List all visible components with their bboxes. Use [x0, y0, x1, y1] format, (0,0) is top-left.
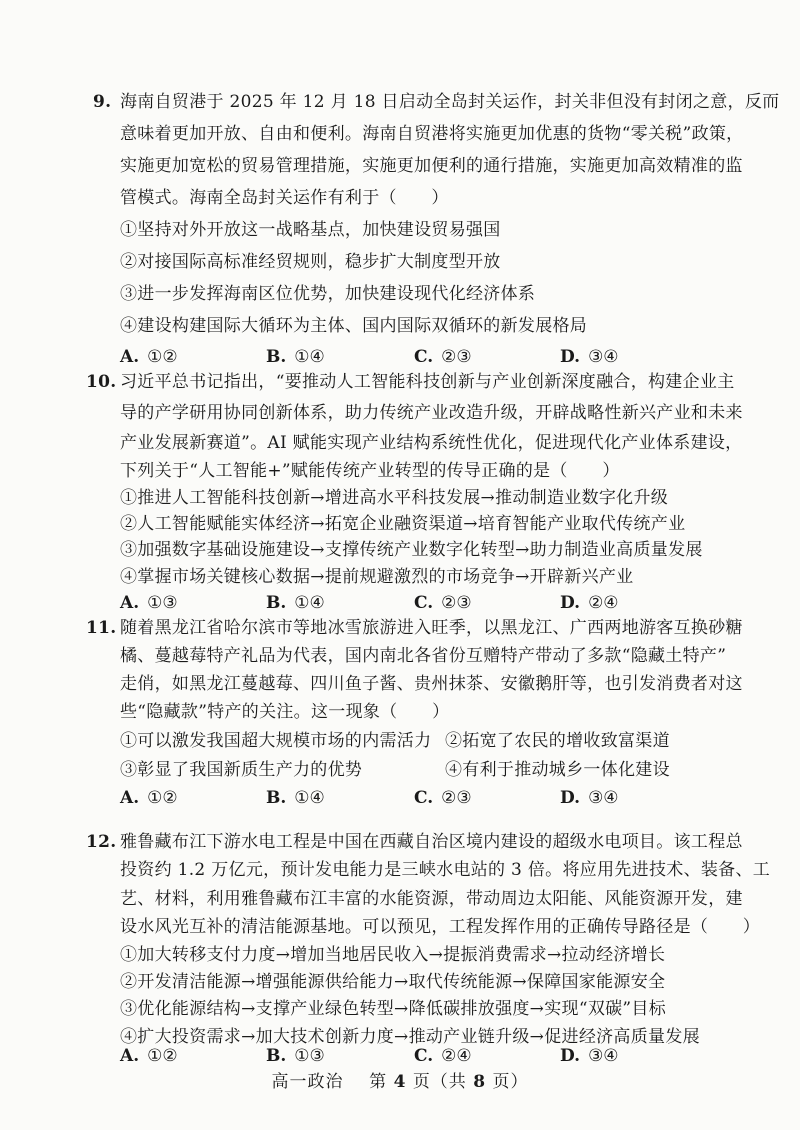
option-text: ②④ [441, 1046, 472, 1066]
option-label: C. [414, 1046, 434, 1066]
answer-option-c[interactable] [414, 788, 472, 808]
answer-option-d[interactable] [560, 593, 619, 613]
footer-page-prefix: 第 [369, 1072, 388, 1092]
option-text: ②③ [441, 788, 472, 808]
statement-item: ①坚持对外开放这一战略基点，加快建设贸易强国 [120, 220, 501, 240]
question-number: 11. [86, 618, 117, 638]
statement-item: ①推进人工智能科技创新→增进高水平科技发展→推动制造业数字化升级 [120, 488, 669, 508]
question-stem-line: 橘、蔓越莓特产礼品为代表，国内南北各省份互赠特产带动了多款“隐藏土特产” [120, 646, 727, 666]
question-stem-line: 实施更加宽松的贸易管理措施，实施更加便利的通行措施，实施更加高效精准的监 [120, 156, 743, 176]
statement-item: ③彰显了我国新质生产力的优势 [120, 760, 363, 780]
option-label: D. [560, 1046, 581, 1066]
option-text: ①② [147, 1046, 178, 1066]
answer-option-a[interactable] [120, 347, 178, 367]
option-text: ③④ [588, 788, 619, 808]
question-stem-line: 走俏，如黑龙江蔓越莓、四川鱼子酱、贵州抹茶、安徽鹅肝等，也引发消费者对这 [120, 674, 743, 694]
statement-item: ②对接国际高标准经贸规则，稳步扩大制度型开放 [120, 252, 501, 272]
statement-item: ②拓宽了农民的增收致富渠道 [445, 731, 670, 751]
question-stem-line: 意味着更加开放、自由和便利。海南自贸港将实施更加优惠的货物“零关税”政策， [120, 124, 744, 144]
option-text: ①④ [294, 788, 325, 808]
option-text: ②③ [441, 347, 472, 367]
question-stem-line: 下列关于“人工智能+”赋能传统产业转型的传导正确的是（ ） [120, 461, 620, 481]
question-stem-line: 习近平总书记指出，“要推动人工智能科技创新与产业创新深度融合，构建企业主 [120, 372, 735, 392]
question-stem-line: 管模式。海南全岛封关运作有利于（ ） [120, 188, 449, 208]
option-text: ①② [147, 347, 178, 367]
question-number: 12. [86, 832, 117, 852]
question-stem-line: 些“隐藏款”特产的关注。这一现象（ ） [120, 702, 450, 722]
answer-option-b[interactable] [266, 347, 325, 367]
option-text: ②④ [588, 593, 619, 613]
option-text: ①④ [294, 593, 325, 613]
answer-option-c[interactable] [414, 347, 472, 367]
option-label: C. [414, 788, 434, 808]
question-number: 9. [93, 92, 112, 112]
option-text: ①③ [147, 593, 178, 613]
option-label: A. [120, 788, 140, 808]
question-stem-line: 海南自贸港于 2025 年 12 月 18 日启动全岛封关运作，封关非但没有封闭之意，反而 [120, 92, 780, 112]
option-text: ③④ [588, 1046, 619, 1066]
option-text: ②③ [441, 593, 472, 613]
statement-item: ①加大转移支付力度→增加当地居民收入→提振消费需求→拉动经济增长 [120, 945, 666, 965]
question-stem-line: 投资约 1.2 万亿元，预计发电能力是三峡水电站的 3 倍。将应用先进技术、装备、工 [120, 860, 771, 880]
option-label: A. [120, 593, 140, 613]
answer-option-d[interactable] [560, 347, 619, 367]
option-label: C. [414, 593, 434, 613]
question-stem-line: 雅鲁藏布江下游水电工程是中国在西藏自治区境内建设的超级水电项目。该工程总 [120, 832, 743, 852]
answer-option-b[interactable] [266, 788, 325, 808]
option-label: A. [120, 347, 140, 367]
question-stem-line: 艺、材料，利用雅鲁藏布江丰富的水能资源，带动周边太阳能、风能资源开发，建 [120, 889, 743, 909]
statement-item: ④掌握市场关键核心数据→提前规避激烈的市场竞争→开辟新兴产业 [120, 567, 634, 587]
option-label: B. [266, 788, 287, 808]
option-label: D. [560, 788, 581, 808]
option-label: C. [414, 347, 434, 367]
option-label: B. [266, 593, 287, 613]
answer-option-a[interactable] [120, 788, 178, 808]
option-label: B. [266, 347, 287, 367]
option-text: ①② [147, 788, 178, 808]
question-stem-line: 随着黑龙江省哈尔滨市等地冰雪旅游进入旺季，以黑龙江、广西两地游客互换砂糖 [120, 618, 743, 638]
statement-item: ③进一步发挥海南区位优势，加快建设现代化经济体系 [120, 284, 536, 304]
question-stem-line: 导的产学研用协同创新体系，助力传统产业改造升级，开辟战略性新兴产业和未来 [120, 403, 743, 423]
answer-option-c[interactable] [414, 1046, 472, 1066]
option-text: ①③ [294, 1046, 325, 1066]
answer-option-c[interactable] [414, 593, 472, 613]
statement-item: ③加强数字基础设施建设→支撑传统产业数字化转型→助力制造业高质量发展 [120, 540, 703, 560]
statement-item: ④建设构建国际大循环为主体、国内国际双循环的新发展格局 [120, 316, 588, 336]
footer-page-number: 4 [393, 1072, 407, 1092]
statement-item: ③优化能源结构→支撑产业绿色转型→降低碳排放强度→实现“双碳”目标 [120, 999, 667, 1019]
question-number: 10. [86, 372, 117, 392]
answer-option-b[interactable] [266, 593, 325, 613]
option-label: D. [560, 593, 581, 613]
statement-item: ④扩大投资需求→加大技术创新力度→推动产业链升级→促进经济高质量发展 [120, 1027, 700, 1047]
statement-item: ④有利于推动城乡一体化建设 [445, 760, 670, 780]
statement-item: ②开发清洁能源→增强能源供给能力→取代传统能源→保障国家能源安全 [120, 972, 666, 992]
answer-option-d[interactable] [560, 1046, 619, 1066]
answer-option-a[interactable] [120, 1046, 178, 1066]
option-label: B. [266, 1046, 287, 1066]
option-label: D. [560, 347, 581, 367]
footer-subject: 高一政治 [271, 1072, 344, 1092]
answer-option-d[interactable] [560, 788, 619, 808]
option-text: ①④ [294, 347, 325, 367]
page-footer [0, 1067, 800, 1092]
question-stem-line: 产业发展新赛道”。AI 赋能实现产业结构系统性优化，促进现代化产业体系建设， [120, 433, 743, 453]
footer-page-suffix: 页） [492, 1072, 529, 1092]
statement-item: ①可以激发我国超大规模市场的内需活力 [120, 731, 432, 751]
option-text: ③④ [588, 347, 619, 367]
option-label: A. [120, 1046, 140, 1066]
footer-total-pages: 8 [473, 1072, 487, 1092]
answer-option-a[interactable] [120, 593, 178, 613]
question-stem-line: 设水风光互补的清洁能源基地。可以预见，工程发挥作用的正确传导路径是（ ） [120, 917, 761, 937]
statement-item: ②人工智能赋能实体经济→拓宽企业融资渠道→培育智能产业取代传统产业 [120, 514, 686, 534]
footer-page-mid: 页（共 [412, 1072, 467, 1092]
answer-option-b[interactable] [266, 1046, 325, 1066]
